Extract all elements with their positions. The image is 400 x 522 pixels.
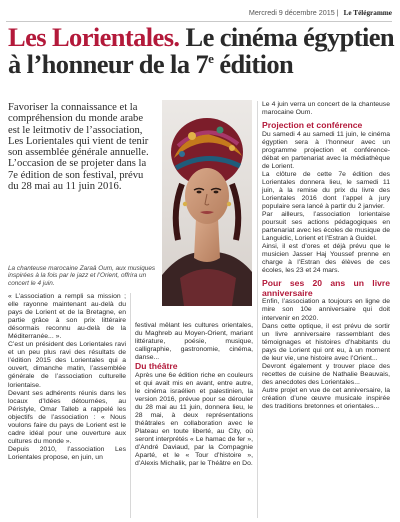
paragraph: Ainsi, il est d’ores et déjà prévu que le musicien Jasser Haj Youssef prenne en charge à l’Estran des élèves de ces écoles, les 23 et 24 mars.	[262, 243, 390, 275]
page-header	[0, 8, 392, 18]
article-headline	[8, 22, 395, 79]
paragraph: La clôture de cette 7e édition des Lorientales donnera lieu, le samedi 11 juin, à la remise du prix du livre des Lorientales 2016 dont l’appel à jury populaire sera lancé à partir du 2 janvier.	[262, 170, 390, 211]
issue-date: Mercredi 9 décembre 2015	[248, 8, 335, 17]
header-separator: |	[336, 8, 339, 17]
newspaper-name: Le Télégramme	[343, 9, 392, 17]
headline-line1: Le cinéma égyptien	[179, 22, 395, 52]
article-lead: Favoriser la connaissance et la compréhension du monde arabe est le leitmotiv de l’association, Les Lorientales qui vient de tenir son assemblée générale annuelle. L’occasion de se projeter dans la 7e édition de son festival, prévu du 28 mai au 11 juin 2016.	[8, 102, 149, 193]
paragraph: Dans cette optique, il est prévu de sortir un livre anniversaire rassemblant des témoignages et histoires d’habitants du pays de Lorient qui ont eu, à un moment de leur vie, une histoire avec l’Orient...	[262, 322, 390, 362]
paragraph: Enfin, l’association a toujours en ligne de mire son 10e anniversaire qui doit intervenir en 2020.	[262, 298, 390, 322]
paragraph: Après une 6e édition riche en couleurs et qui avait mis en avant, entre autre, le cinéma israélien et palestinien, la version 2016, prévue pour se dérouler du 28 mai au 11 juin, donnera lieu, le 28 mai, à deux représentations théâtrales en collaboration avec le Plateau en toute liberté, au City, où seront interprétés « Le hamac de fer », d’André Daviaud, par la Compagnie Aparté, et le « Tour d’histoire », d’Alexis Michalik, par le Théâtre en Do.	[135, 371, 253, 468]
column-divider	[257, 101, 258, 518]
article-column-3	[262, 101, 390, 411]
headline-line2: à l’honneur de la 7	[8, 49, 209, 79]
paragraph: Par ailleurs, l’association lorientaise poursuit ses actions pédagogiques en partenariat avec les écoles de musique de Languidic, Lorient et l’Estran à Guidel.	[262, 211, 390, 243]
subheading-theatre: Du théâtre	[135, 361, 178, 372]
paragraph: Autre projet en vue de cet anniversaire, la création d’une œuvre musicale inspirée des traditions bretonnes et orientales...	[262, 386, 390, 411]
paragraph: festival mêlant les cultures orientales, du Maghreb au Moyen-Orient, mariant littérature, poésie, musique, calligraphie, gastronomie, cinéma, danse...	[135, 322, 253, 362]
column-divider	[130, 293, 131, 518]
article-column-2	[135, 322, 253, 468]
paragraph: Le 4 juin verra un concert de la chanteuse marocaine Oum.	[262, 101, 390, 117]
paragraph: C’est un président des Lorientales ravi et un peu plus ravi des résultats de l’édition 2015 des Lorientales qui a ouvert, dimanche matin, l’assemblée générale de l’association culturelle lorientaise.	[8, 341, 126, 389]
paragraph: Du samedi 4 au samedi 11 juin, le cinéma égyptien sera à l’honneur avec un programme projection et conférence-débat en partenariat avec la médiathèque de Lorient.	[262, 130, 390, 170]
paragraph: « L’association a rempli sa mission ; elle rayonne maintenant au-delà du pays de Lorient et de la Bretagne, en partie grâce à son prix littéraire désormais reconnu au-delà de la Méditerranée... ».	[8, 293, 126, 341]
paragraph: Devront également y trouver place des recettes de cuisine de Nathalie Beauvais, des anecdotes des Lorientales...	[262, 362, 390, 386]
paragraph: Devant ses adhérents réunis dans les locaux d’Idées détournées, au Péristyle, Omar Talleb a rappelé les objectifs de l’association : « Nous voulons faire du pays de Lorient est le cadre idéal pour une ouverture aux cultures du monde ».	[8, 389, 126, 445]
paragraph: Depuis 2010, l’association Les Lorientales propose, en juin, un	[8, 445, 126, 461]
headline-kicker: Les Lorientales.	[8, 22, 180, 52]
headline-superscript: e	[208, 51, 214, 66]
subheading-projection: Projection et conférence	[262, 120, 363, 131]
singer-photo	[162, 100, 252, 306]
article-column-1	[8, 293, 126, 462]
singer-portrait-illustration	[162, 100, 252, 306]
subheading-anniversary: Pour ses 20 ans un livre anniversaire	[262, 278, 390, 298]
headline-line2-end: édition	[213, 49, 294, 79]
photo-caption: La chanteuse marocaine Zaraâ Oum, aux musiques inspirées à la fois par le jazz et l’Orient, offrira un concert le 4 juin.	[8, 265, 156, 287]
